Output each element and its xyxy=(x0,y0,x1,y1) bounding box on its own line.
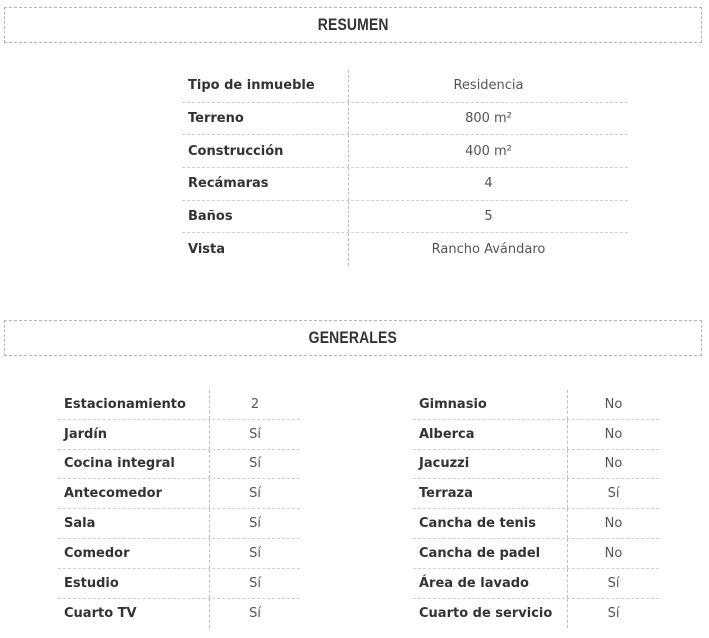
row-label: Tipo de inmueble xyxy=(182,70,349,102)
row-value: Sí xyxy=(249,605,261,621)
row-label: Baños xyxy=(182,201,349,233)
row-label: Estacionamiento xyxy=(58,390,210,419)
row-value: No xyxy=(604,516,623,532)
row-label: Sala xyxy=(58,509,210,538)
row-value: Sí xyxy=(607,486,620,502)
row-value: Residencia xyxy=(453,78,524,94)
row-value: Sí xyxy=(249,486,261,502)
row-label: Jardín xyxy=(58,420,210,449)
table-row xyxy=(58,509,300,539)
row-label: Gimnasio xyxy=(413,390,568,419)
table-row xyxy=(58,450,300,480)
table-row xyxy=(413,479,659,509)
row-value: No xyxy=(604,456,623,472)
generales-title: GENERALES xyxy=(308,328,398,347)
table-row xyxy=(413,569,659,599)
row-value: Sí xyxy=(249,516,261,532)
table-row xyxy=(182,135,628,168)
table-row xyxy=(413,450,659,480)
row-label: Terraza xyxy=(413,479,568,508)
table-row xyxy=(182,233,628,266)
row-label: Alberca xyxy=(413,420,568,449)
table-row xyxy=(182,201,628,234)
table-row xyxy=(182,70,628,103)
table-row xyxy=(413,539,659,569)
row-label: Área de lavado xyxy=(413,569,568,598)
table-row xyxy=(413,509,659,539)
row-value: Rancho Avándaro xyxy=(431,242,546,258)
generales-right-table xyxy=(413,390,659,628)
row-label: Recámaras xyxy=(182,168,349,200)
row-label: Comedor xyxy=(58,539,210,568)
generales-section-header xyxy=(4,320,702,356)
row-label: Jacuzzi xyxy=(413,450,568,479)
row-value: 800 m² xyxy=(465,111,512,127)
resumen-section-header xyxy=(4,7,702,43)
row-label: Construcción xyxy=(182,135,349,167)
row-value: No xyxy=(604,426,623,442)
row-value: Sí xyxy=(607,605,620,621)
row-value: Sí xyxy=(249,545,261,561)
row-label: Cocina integral xyxy=(58,450,210,479)
row-label: Cuarto de servicio xyxy=(413,599,568,629)
table-row xyxy=(182,168,628,201)
row-value: 5 xyxy=(484,209,493,225)
row-value: 4 xyxy=(484,176,493,192)
row-value: 400 m² xyxy=(465,143,512,159)
row-value: Sí xyxy=(249,456,261,472)
table-row xyxy=(58,479,300,509)
row-value: Sí xyxy=(249,575,261,591)
row-value: Sí xyxy=(607,575,620,591)
resumen-table xyxy=(182,70,628,266)
table-row xyxy=(413,420,659,450)
row-value: No xyxy=(604,545,623,561)
row-value: Sí xyxy=(249,426,261,442)
table-row xyxy=(58,539,300,569)
row-label: Cancha de tenis xyxy=(413,509,568,538)
row-label: Estudio xyxy=(58,569,210,598)
table-row xyxy=(58,420,300,450)
row-value: No xyxy=(604,396,623,412)
table-row xyxy=(413,390,659,420)
table-row xyxy=(58,569,300,599)
row-label: Cuarto TV xyxy=(58,599,210,629)
row-value: 2 xyxy=(250,396,260,412)
generales-left-table xyxy=(58,390,300,628)
row-label: Vista xyxy=(182,233,349,266)
row-label: Terreno xyxy=(182,103,349,135)
row-label: Cancha de padel xyxy=(413,539,568,568)
table-row xyxy=(58,390,300,420)
table-row xyxy=(58,599,300,629)
resumen-title: RESUMEN xyxy=(317,15,389,34)
table-row xyxy=(413,599,659,629)
row-label: Antecomedor xyxy=(58,479,210,508)
table-row xyxy=(182,103,628,136)
